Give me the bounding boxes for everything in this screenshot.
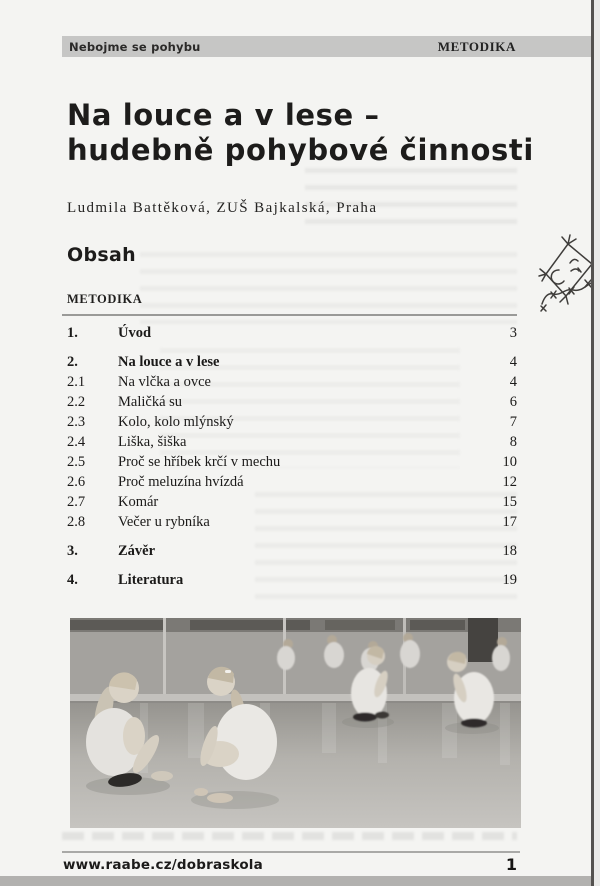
kite-doodle-illustration: [538, 234, 598, 318]
scan-bottom-edge: [0, 876, 600, 886]
toc-entry-title: Závěr: [118, 542, 156, 559]
page-title-line2: hudebně pohybové činnosti: [67, 133, 534, 167]
page-title: [67, 98, 547, 168]
toc-entry-title: Literatura: [118, 571, 184, 588]
toc-entry: [62, 392, 517, 412]
series-title: Nebojme se pohybu: [69, 39, 201, 54]
toc-entry-number: 3.: [67, 542, 78, 559]
toc-entry-number: 2.2: [67, 393, 86, 410]
contents-heading: Obsah: [67, 244, 136, 266]
toc-entry: [62, 472, 517, 492]
author-line: Ludmila Battěková, ZUŠ Bajkalská, Praha: [67, 200, 378, 216]
toc-entry-page: 4: [509, 373, 517, 390]
toc-entry-number: 2.: [67, 353, 78, 370]
toc-entry-page: 17: [502, 513, 517, 530]
toc-entry-title: Proč se hříbek krčí v mechu: [118, 453, 281, 470]
toc-entry-page: 18: [502, 542, 517, 559]
toc-entry: [62, 512, 517, 532]
toc-entry-title: Na louce a v lese: [118, 353, 220, 370]
contents-section-label: METODIKA: [67, 292, 143, 306]
footer-url: www.raabe.cz/dobraskola: [63, 857, 263, 873]
toc-entry-page: 19: [502, 571, 517, 588]
toc-entry-number: 2.7: [67, 493, 86, 510]
toc-entry-number: 2.8: [67, 513, 86, 530]
toc-entry-page: 12: [502, 473, 517, 490]
bleedthrough-ghost-text: [305, 168, 517, 230]
toc-entry: [62, 352, 517, 372]
page-title-line1: Na louce a v lese –: [67, 98, 380, 132]
toc-entry-title: Komár: [118, 493, 159, 510]
toc-entry-number: 2.5: [67, 453, 86, 470]
toc-entry-number: 2.3: [67, 413, 86, 430]
toc-entry-page: 4: [509, 353, 517, 370]
toc-entry-number: 1.: [67, 324, 78, 341]
toc-entry: [62, 412, 517, 432]
toc-entry: [62, 570, 517, 590]
toc-entry-page: 7: [509, 413, 517, 430]
header-section-label: METODIKA: [437, 38, 516, 54]
dance-class-photo: [70, 618, 521, 828]
toc-entry-number: 2.1: [67, 373, 86, 390]
page-edge-line: [591, 0, 594, 886]
toc-entry-number: 2.6: [67, 473, 86, 490]
toc-entry: [62, 492, 517, 512]
toc-entry-number: 2.4: [67, 433, 86, 450]
toc-entry-title: Kolo, kolo mlýnský: [118, 413, 234, 430]
toc-entry-page: 15: [502, 493, 517, 510]
toc-entry: [62, 372, 517, 392]
footer-rule: [62, 851, 520, 853]
toc-entry-title: Maličká su: [118, 393, 183, 410]
page-header-bar: [62, 36, 594, 57]
toc-entry-title: Liška, šiška: [118, 433, 187, 450]
toc-entry-page: 6: [509, 393, 517, 410]
toc-entry: [62, 323, 517, 343]
toc-entry: [62, 432, 517, 452]
toc-entry-title: Večer u rybníka: [118, 513, 210, 530]
contents-section-header: [62, 288, 517, 316]
scan-outside-margin: [594, 0, 600, 886]
toc-entry-title: Úvod: [118, 324, 152, 341]
footer-page-number: 1: [505, 855, 517, 874]
toc-entry-page: 10: [502, 453, 517, 470]
bleedthrough-ghost-caption: [62, 832, 517, 840]
toc-entry-page: 8: [509, 433, 517, 450]
toc-entry: [62, 541, 517, 561]
toc-entry-title: Na vlčka a ovce: [118, 373, 211, 390]
toc-entry-page: 3: [509, 324, 517, 341]
toc-entry-title: Proč meluzína hvízdá: [118, 473, 244, 490]
toc-entry-number: 4.: [67, 571, 78, 588]
toc-entry: [62, 452, 517, 472]
table-of-contents: [62, 314, 517, 590]
